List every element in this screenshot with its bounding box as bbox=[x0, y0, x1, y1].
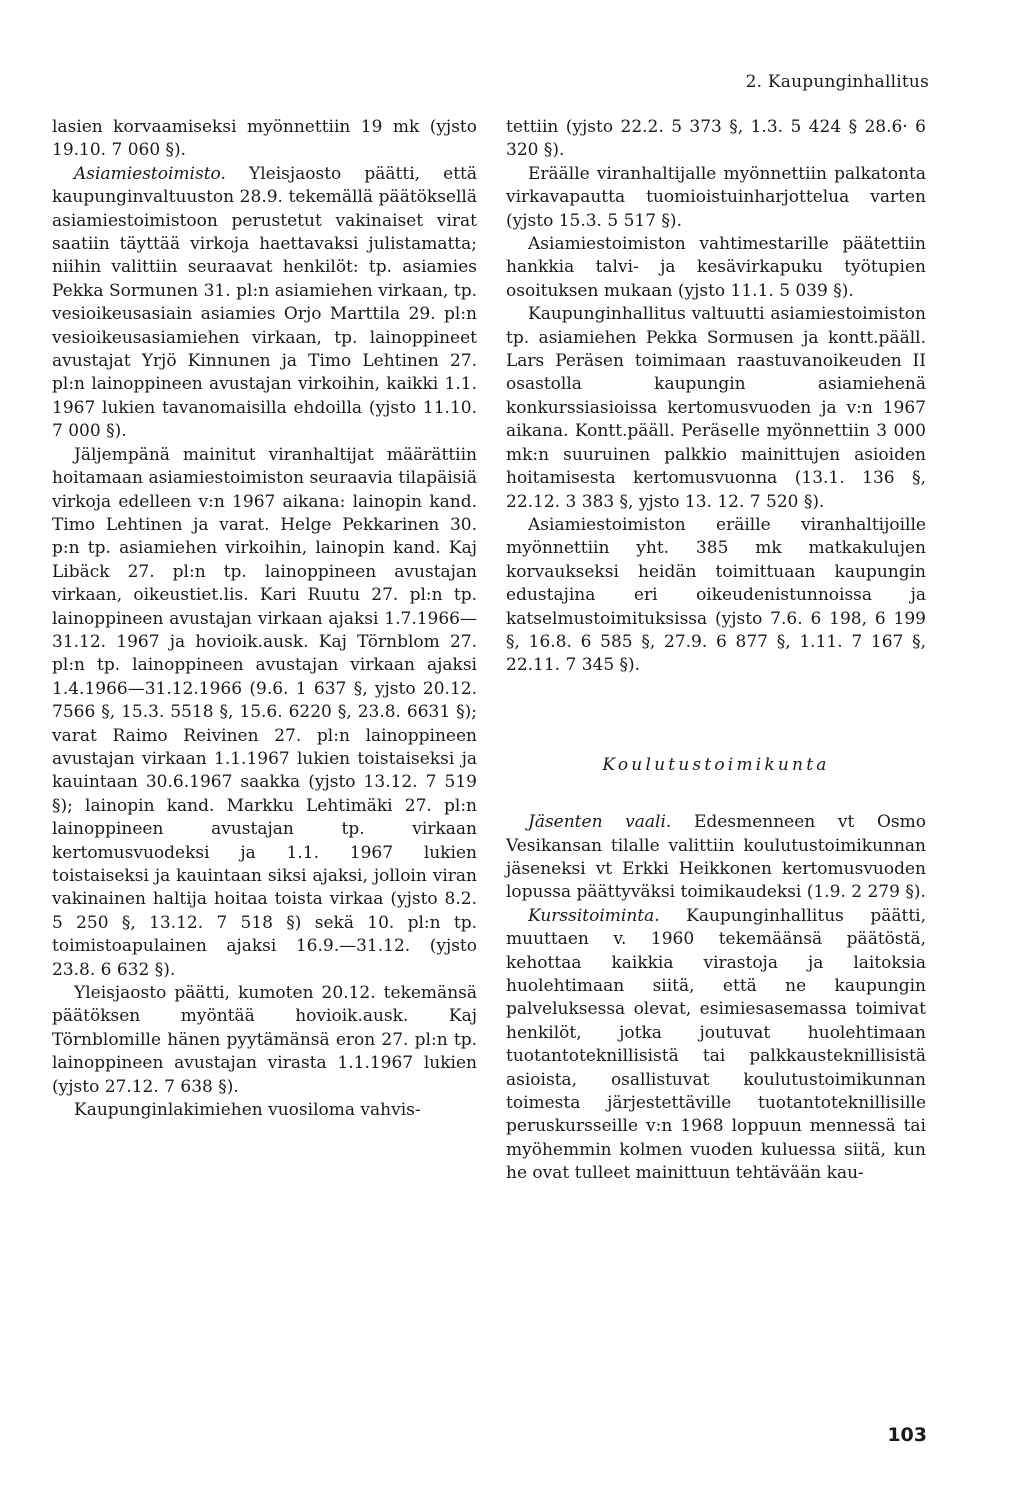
paragraph-text: Kaupunginhallitus päätti, muuttaen v. 1960 tekemäänsä päätöstä, kehottaa kaikkia virastoja ja laitoksia huolehtimaan siitä, että ne kaupungin palveluksessa olevat, esimiesasemassa toimivat henkilöt, jotka joutuvat huolehtimaan tuotantoteknillisistä tai palkkausteknillisistä asioista, osallistuvat koulutustoimikunnan toimesta järjestettäville tuotantoteknillisille peruskursseille v:n 1968 loppuun mennessä tai myöhemmin kolmen vuoden kuluessa siitä, kun he ovat tulleet mainittuun tehtävään kau- bbox=[506, 905, 926, 1184]
paragraph: Kaupunginhallitus valtuutti asiamiestoimiston tp. asiamiehen Pekka Sormusen ja kontt.pääll. Lars Peräsen toimimaan raastuvanoikeuden II osastolla kaupungin asiamiehenä konkurssiasioissa kertomusvuoden ja v:n 1967 aikana. Kontt.pääll. Peräselle myönnettiin 3 000 mk:n suuruinen palkkio mainittujen asioiden hoitamisesta kertomusvuonna (13.1. 136 §, 22.12. 3 383 §, yjsto 13. 12. 7 520 §). bbox=[506, 304, 926, 512]
paragraph: Eräälle viranhaltijalle myönnettiin palkatonta virkavapautta tuomioistuinharjottelua varten (yjsto 15.3. 5 517 §). bbox=[506, 163, 926, 231]
paragraph-lead: Jäsenten vaali. bbox=[528, 812, 672, 833]
paragraph: Asiamiestoimiston eräille viranhaltijoille myönnettiin yht. 385 mk matkakulujen korvaukseksi heidän toimittuaan kaupungin edustajina eri oikeudenistunnoissa ja katselmustoimituksissa (yjsto 7.6. 6 198, 6 199 §, 16.8. 6 585 §, 27.9. 6 877 §, 1.11. 7 167 §, 22.11. 7 345 §). bbox=[506, 514, 926, 676]
paragraph-text: Yleisjaosto päätti, että kaupunginvaltuuston 28.9. tekemällä päätöksellä asiamiestoimistoon perustetut vakinaiset virat saatiin täyttää virkoja haettavaksi julistamatta; niihin valittiin seuraavat henkilöt: tp. asiamies Pekka Sormunen 31. pl:n asiamiehen virkaan, tp. vesioikeusasiain asiamies Orjo Marttila 29. pl:n vesioikeusasiamiehen virkaan, tp. lainoppineet avustajat Yrjö Kinnunen ja Timo Lehtinen 27. pl:n lainoppineen avustajan virkoihin, kaikki 1.1. 1967 lukien tavanomaisilla ehdoilla (yjsto 11.10. 7 000 §). bbox=[52, 163, 477, 442]
page-number: 103 bbox=[887, 1424, 927, 1446]
paragraph bbox=[506, 905, 926, 1186]
left-column bbox=[52, 116, 477, 1122]
right-column bbox=[506, 116, 926, 1186]
paragraph bbox=[506, 811, 926, 905]
paragraph: Jäljempänä mainitut viranhaltijat määrättiin hoitamaan asiamiestoimiston seuraavia tilapäisiä virkoja edelleen v:n 1967 aikana: lainopin kand. Timo Lehtinen ja varat. Helge Pekkarinen 30. p:n tp. asiamiehen virkoihin, lainopin kand. Kaj Libäck 27. pl:n tp. lainoppineen avustajan virkaan, oikeustiet.lis. Kari Ruutu 27. pl:n tp. lainoppineen avustajan virkaan ajaksi 1.7.1966—31.12. 1967 ja hovioik.ausk. Kaj Törnblom 27. pl:n tp. lainoppineen avustajan virkaan ajaksi 1.4.1966—31.12.1966 (9.6. 1 637 §, yjsto 20.12. 7566 §, 15.3. 5518 §, 15.6. 6220 §, 23.8. 6631 §); varat Raimo Reivinen 27. pl:n lainoppineen avustajan virkaan 1.1.1967 lukien toistaiseksi ja kauintaan 30.6.1967 saakka (yjsto 13.12. 7 519 §); lainopin kand. Markku Lehtimäki 27. pl:n lainoppineen avustajan tp. virkaan kertomusvuodeksi ja 1.1. 1967 lukien toistaiseksi ja kauintaan siksi ajaksi, jolloin viran vakinainen haltija hoitaa toista virkaa (yjsto 8.2. 5 250 §, 13.12. 7 518 §) sekä 10. pl:n tp. toimistoapulainen ajaksi 16.9.—31.12. (yjsto 23.8. 6 632 §). bbox=[52, 444, 477, 980]
paragraph: Asiamiestoimiston vahtimestarille päätettiin hankkia talvi- ja kesävirkapuku työtupien osoituksen mukaan (yjsto 11.1. 5 039 §). bbox=[506, 234, 926, 301]
paragraph bbox=[52, 163, 477, 444]
paragraph: Yleisjaosto päätti, kumoten 20.12. tekemänsä päätöksen myöntää hovioik.ausk. Kaj Törnblomille hänen pyytämänsä eron 27. pl:n tp. lainoppineen avustajan virasta 1.1.1967 lukien (yjsto 27.12. 7 638 §). bbox=[52, 983, 477, 1097]
paragraph: lasien korvaamiseksi myönnettiin 19 mk (yjsto 19.10. 7 060 §). bbox=[52, 117, 477, 161]
paragraph-lead: Kurssitoiminta. bbox=[528, 905, 660, 926]
paragraph: tettiin (yjsto 22.2. 5 373 §, 1.3. 5 424 § 28.6· 6 320 §). bbox=[506, 117, 926, 161]
paragraph-text: Edesmenneen vt Osmo Vesikansan tilalle valittiin koulutustoimikunnan jäseneksi vt Erkki Heikkonen kertomusvuoden lopussa päättyväksi toimikaudeksi (1.9. 2 279 §). bbox=[506, 812, 926, 903]
section-heading: Koulutustoimikunta bbox=[602, 754, 830, 775]
paragraph: Kaupunginlakimiehen vuosiloma vahvis- bbox=[74, 1100, 421, 1121]
running-header: 2. Kaupunginhallitus bbox=[745, 72, 929, 92]
paragraph-lead: Asiamiestoimisto. bbox=[74, 163, 226, 184]
